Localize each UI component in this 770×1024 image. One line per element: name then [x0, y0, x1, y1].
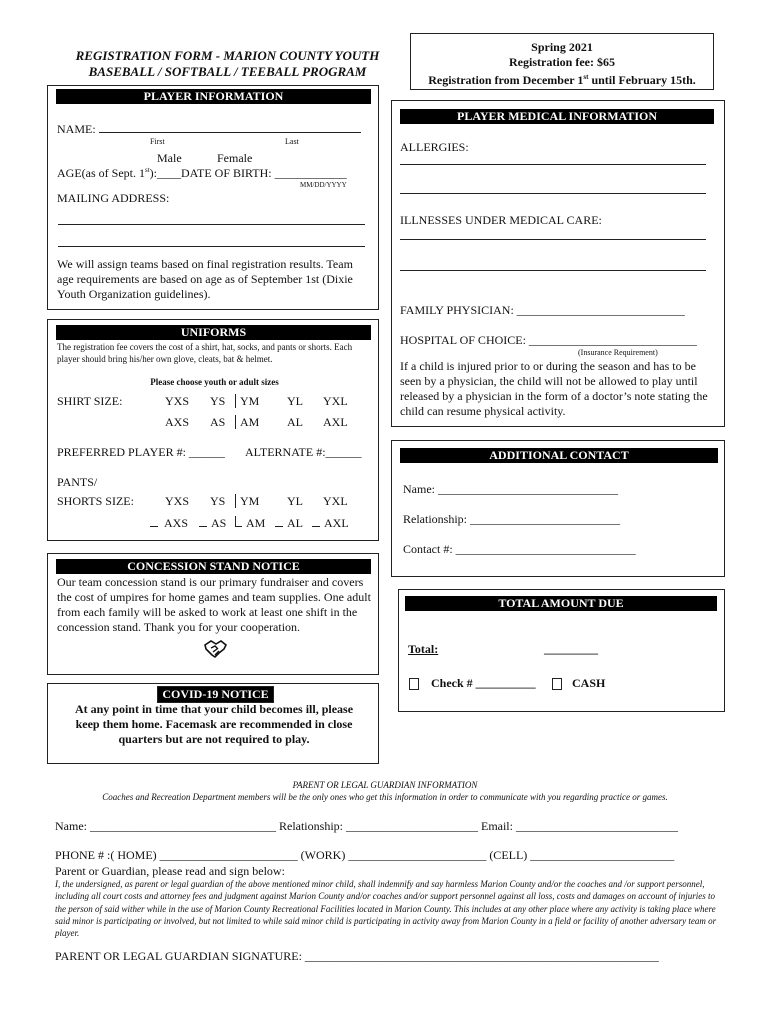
pants-size-am[interactable]: AM — [235, 516, 265, 531]
gender-male-option[interactable]: Male — [157, 151, 182, 165]
pants-size-axs[interactable]: AXS — [150, 516, 188, 531]
hospital-of-choice-field[interactable]: HOSPITAL OF CHOICE: ____________________________ — [400, 333, 697, 347]
size-choice-instruction: Please choose youth or adult sizes — [150, 377, 279, 387]
contact-relationship-field[interactable]: Relationship: _________________________ — [403, 512, 620, 526]
last-name-hint: Last — [285, 137, 299, 146]
illnesses-line-1[interactable] — [400, 239, 706, 240]
shirt-size-axs[interactable]: AXS — [165, 415, 190, 429]
pants-size-al[interactable]: AL — [275, 516, 303, 531]
fee-label: Registration fee: $65 — [509, 55, 615, 69]
total-label: Total: — [408, 642, 439, 656]
read-and-sign-instruction: Parent or Guardian, please read and sign below: — [55, 864, 285, 878]
family-physician-field[interactable]: FAMILY PHYSICIAN: ____________________________ — [400, 303, 685, 317]
contact-number-field[interactable]: Contact #: ______________________________ — [403, 542, 636, 556]
registration-dates: Registration from December 1st until February 15th. — [428, 73, 696, 87]
total-amount-header: TOTAL AMOUNT DUE — [405, 596, 717, 611]
liability-waiver-text: I, the undersigned, as parent or legal guardian of the above mentioned minor child, shall indemnify and say harmless Marion County and/or the coaches and /or support personnel, including all court costs and attorney fees and judgment against Marion County and/or coaches and/or support personnel against all loss, costs and damages on account of injuries to the person of said wither while in the use of Marion County Recreational Facilities located in Marion County. This includes at any other place where any activity is taking place where said minor is participating or involved, but not limited to while said minor child is participating in activity away from Marion County in a field or facility of another adversary team or player. — [55, 879, 717, 939]
concession-notice-text: Our team concession stand is our primary fundraiser and covers the cost of umpires for home games and team supplies. One adult from each family will be asked to work at least one shift in the concession stand. Thank you for your cooperation. — [57, 575, 371, 634]
covid-notice-text: At any point in time that your child becomes ill, please keep them home. Facemask are recommended in close quarters but are not required to play. — [74, 702, 354, 746]
name-field[interactable]: NAME: — [57, 122, 361, 137]
preferred-player-number[interactable]: PREFERRED PLAYER #: ______ — [57, 445, 225, 459]
mailing-address-line-2[interactable] — [58, 246, 365, 247]
uniform-fee-description: The registration fee covers the cost of a shirt, hat, socks, and pants or shorts. Each player should bring his/her own glove, cleats, bat & helmet. — [57, 342, 353, 364]
cash-checkbox[interactable] — [552, 678, 562, 690]
contact-name-field[interactable]: Name: ______________________________ — [403, 482, 618, 496]
guardian-signature-line[interactable]: PARENT OR LEGAL GUARDIAN SIGNATURE: ___________________________________________________________ — [55, 949, 659, 963]
shirt-size-am[interactable]: AM — [235, 415, 259, 430]
illnesses-line-2[interactable] — [400, 270, 706, 271]
concession-notice-header: CONCESSION STAND NOTICE — [56, 559, 371, 574]
injury-policy-note: If a child is injured prior to or during the season and has to be seen by a physician, the child will not be allowed to play until released by a physician in the form of a doctor’s note stating the child can resume physical activity. — [400, 359, 708, 418]
alternate-player-number[interactable]: ALTERNATE #:______ — [245, 445, 362, 459]
mailing-address-line-1[interactable] — [58, 224, 365, 225]
dob-format-hint: MM/DD/YYYY — [300, 181, 347, 189]
check-checkbox[interactable] — [409, 678, 419, 690]
form-title-line2: BASEBALL / SOFTBALL / TEEBALL PROGRAM — [88, 64, 367, 79]
additional-contact-header: ADDITIONAL CONTACT — [400, 448, 718, 463]
pants-size-yxs[interactable]: YXS — [165, 494, 190, 508]
guardian-info-subtitle: Coaches and Recreation Department members will be the only ones who get this information in order to communicate with you regarding practice or games. — [102, 792, 668, 802]
shirt-size-ys[interactable]: YS — [210, 394, 226, 408]
team-assignment-note: We will assign teams based on final registration results. Team age requirements are based on age as of September 1st (Dixie Youth Organization guidelines). — [57, 257, 353, 301]
age-dob-field[interactable]: AGE(as of Sept. 1st):____DATE OF BIRTH: ____________ — [57, 166, 347, 180]
pants-size-yl[interactable]: YL — [287, 494, 303, 508]
illnesses-label: ILLNESSES UNDER MEDICAL CARE: — [400, 213, 602, 227]
pants-size-as[interactable]: AS — [199, 516, 226, 531]
shirt-size-al[interactable]: AL — [287, 415, 303, 429]
guardian-name-line[interactable]: Name: _______________________________ Relationship: ______________________ Email: ___________________________ — [55, 819, 678, 833]
form-title — [55, 48, 400, 80]
allergies-label: ALLERGIES: — [400, 140, 469, 154]
season-label: Spring 2021 — [531, 40, 593, 54]
handshake-icon — [202, 637, 228, 661]
player-information-header: PLAYER INFORMATION — [56, 89, 371, 104]
mailing-address-label: MAILING ADDRESS: — [57, 191, 170, 205]
shirt-size-as[interactable]: AS — [210, 415, 226, 429]
gender-female-option[interactable]: Female — [217, 151, 253, 165]
payment-check-option[interactable]: Check # __________ — [409, 676, 536, 691]
covid-notice-header: COVID-19 NOTICE — [157, 686, 274, 703]
uniforms-header: UNIFORMS — [56, 325, 371, 340]
shirt-size-yxs[interactable]: YXS — [165, 394, 190, 408]
pants-size-ys[interactable]: YS — [210, 494, 226, 508]
pants-size-axl[interactable]: AXL — [312, 516, 349, 531]
allergies-line-2[interactable] — [400, 193, 706, 194]
form-title-line1: REGISTRATION FORM - MARION COUNTY YOUTH — [75, 48, 380, 63]
shorts-size-label: SHORTS SIZE: — [57, 494, 134, 508]
pants-size-yxl[interactable]: YXL — [323, 494, 348, 508]
shirt-size-axl[interactable]: AXL — [323, 415, 348, 429]
allergies-line-1[interactable] — [400, 164, 706, 165]
registration-info-box — [410, 33, 714, 90]
pants-label: PANTS/ — [57, 475, 98, 489]
medical-information-header: PLAYER MEDICAL INFORMATION — [400, 109, 714, 124]
shirt-size-ym[interactable]: YM — [235, 394, 259, 409]
pants-size-ym[interactable]: YM — [235, 494, 259, 509]
payment-cash-option[interactable]: CASH — [552, 676, 605, 691]
guardian-info-title: PARENT OR LEGAL GUARDIAN INFORMATION — [292, 780, 478, 790]
first-name-hint: First — [150, 137, 165, 146]
total-amount-field[interactable]: _________ — [544, 642, 598, 656]
insurance-requirement-note: (Insurance Requirement) — [578, 348, 658, 357]
shirt-size-yxl[interactable]: YXL — [323, 394, 348, 408]
shirt-size-yl[interactable]: YL — [287, 394, 303, 408]
shirt-size-label: SHIRT SIZE: — [57, 394, 123, 408]
guardian-phone-line[interactable]: PHONE # :( HOME) _______________________ (WORK) _______________________ (CELL) ________________________ — [55, 848, 675, 862]
